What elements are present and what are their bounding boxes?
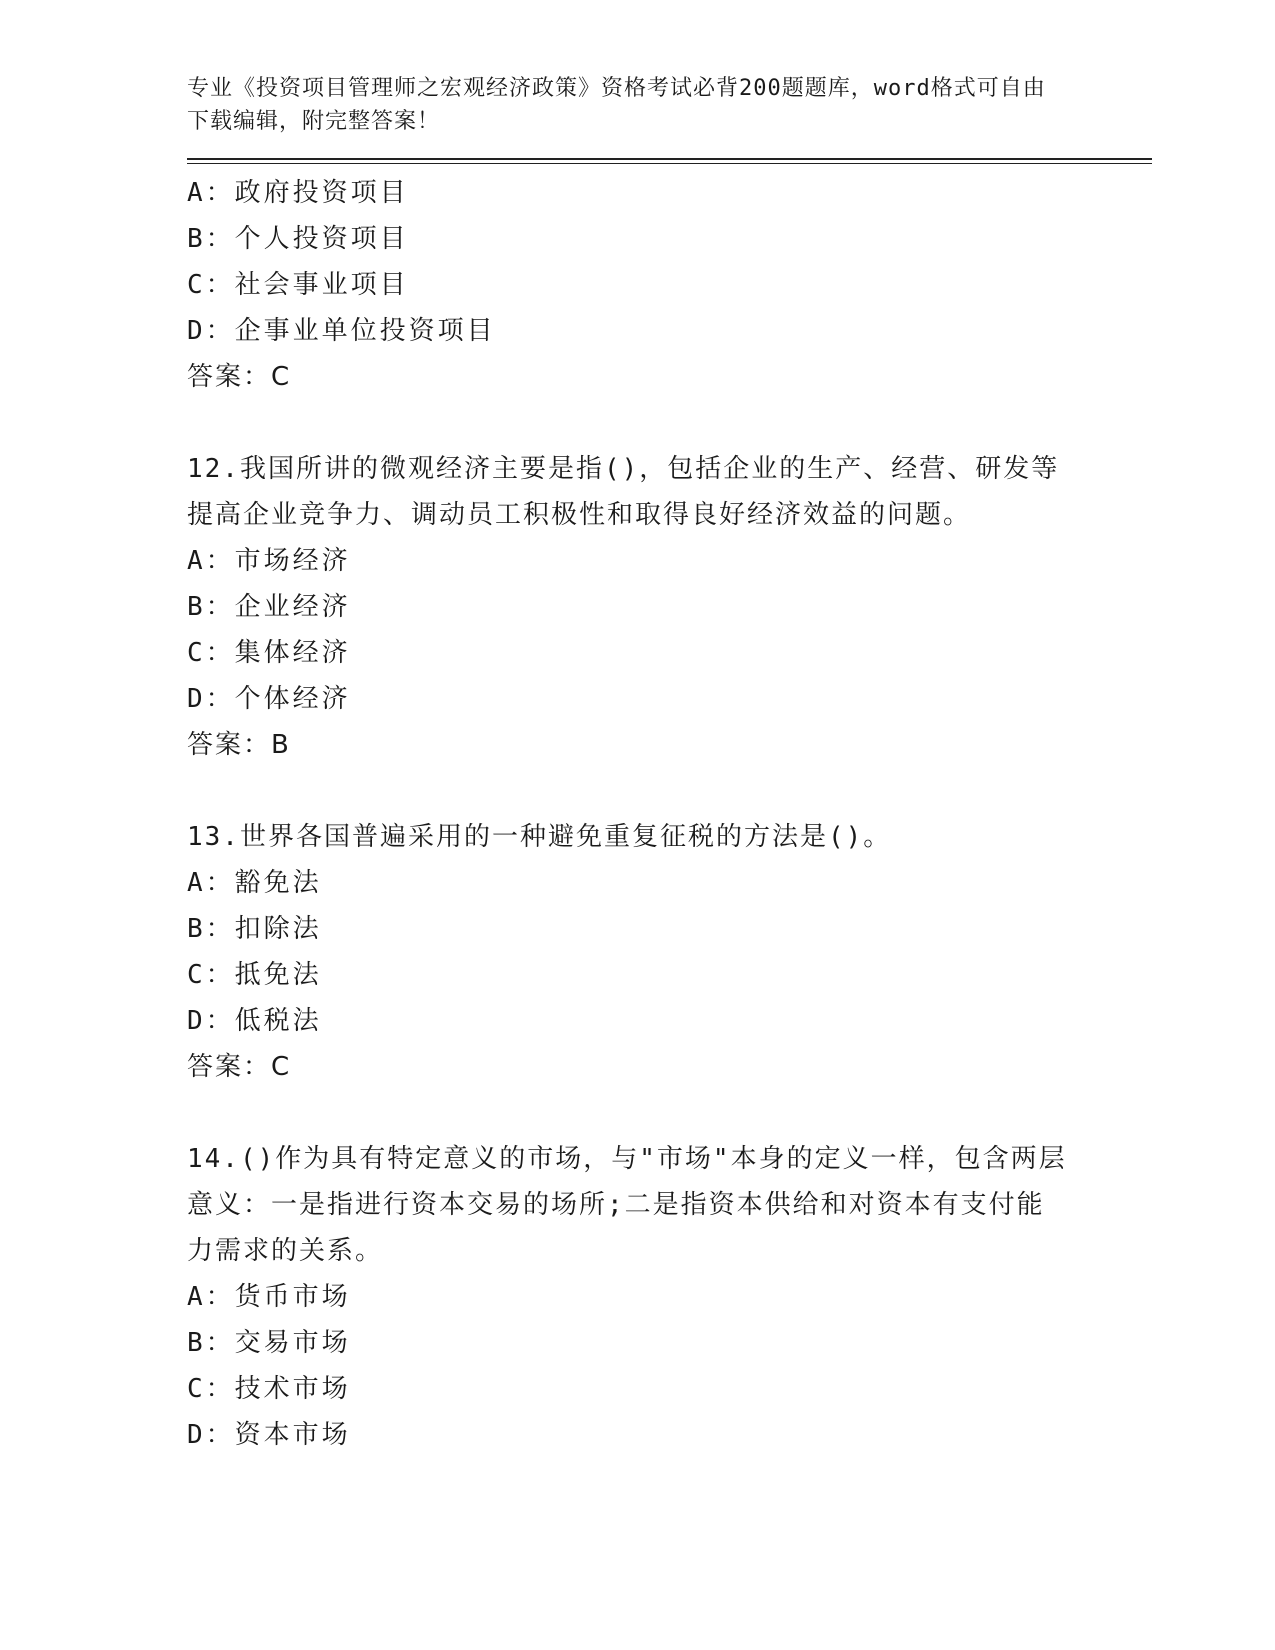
block-spacer	[187, 768, 1152, 814]
option-c: C：技术市场	[187, 1374, 351, 1404]
question-block-14	[187, 1136, 1152, 1458]
option-d: D：个体经济	[187, 684, 351, 714]
option-d: D：资本市场	[187, 1420, 351, 1450]
option-a: A：市场经济	[187, 546, 351, 576]
answer-line: 答案：B	[187, 730, 291, 760]
option-c: C：抵免法	[187, 960, 322, 990]
question-block-12	[187, 446, 1152, 768]
question-text: 14.()作为具有特定意义的市场，与"市场"本身的定义一样，包含两层意义：一是指进行资本交易的场所;二是指资本供给和对资本有支付能力需求的关系。	[187, 1144, 1067, 1266]
divider-line-thin	[187, 163, 1152, 164]
document-header-title: 专业《投资项目管理师之宏观经济政策》资格考试必背200题题库，word格式可自由下载编辑，附完整答案！	[187, 76, 1046, 134]
divider-line-thick	[187, 158, 1152, 160]
block-spacer	[187, 400, 1152, 446]
option-b: B：企业经济	[187, 592, 351, 622]
block-spacer	[187, 1090, 1152, 1136]
option-d: D：低税法	[187, 1006, 322, 1036]
option-b: B：扣除法	[187, 914, 322, 944]
option-a: A：货币市场	[187, 1282, 351, 1312]
option-a: A：政府投资项目	[187, 178, 409, 208]
question-block-13	[187, 814, 1152, 1090]
option-d: D：企事业单位投资项目	[187, 316, 496, 346]
option-c: C：集体经济	[187, 638, 351, 668]
answer-line: 答案：C	[187, 362, 292, 392]
question-text: 12.我国所讲的微观经济主要是指()，包括企业的生产、经营、研发等提高企业竞争力、调动员工积极性和取得良好经济效益的问题。	[187, 454, 1060, 530]
option-a: A：豁免法	[187, 868, 322, 898]
header-divider	[187, 158, 1152, 164]
question-block-11	[187, 170, 1152, 400]
option-b: B：交易市场	[187, 1328, 351, 1358]
document-page	[187, 72, 1152, 1458]
question-text: 13.世界各国普遍采用的一种避免重复征税的方法是()。	[187, 822, 892, 852]
answer-line: 答案：C	[187, 1052, 292, 1082]
question-list	[187, 170, 1152, 1458]
option-c: C：社会事业项目	[187, 270, 409, 300]
option-b: B：个人投资项目	[187, 224, 409, 254]
